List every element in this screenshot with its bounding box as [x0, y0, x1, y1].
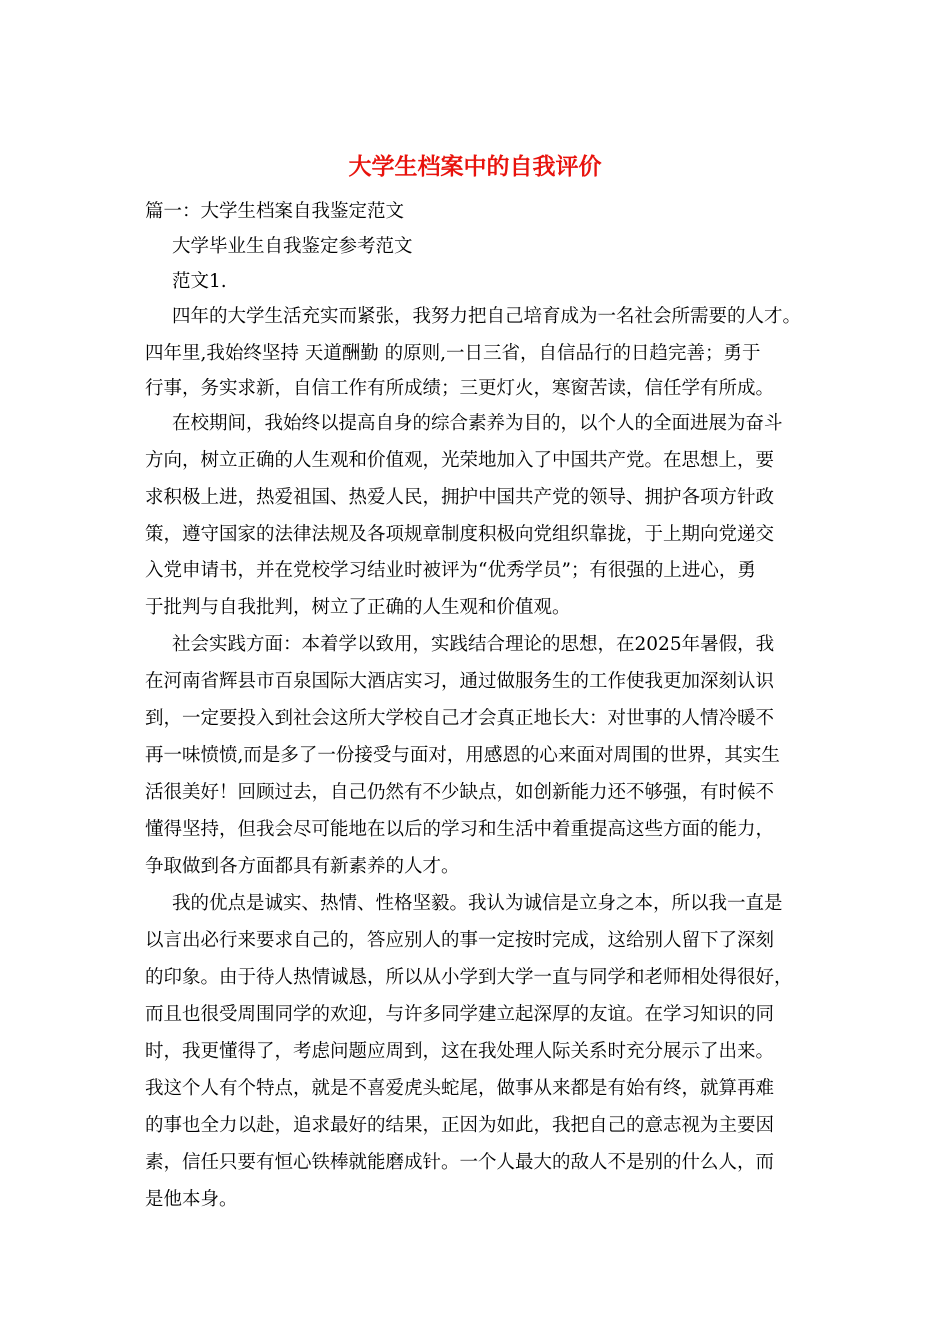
text-line: 是他本身。 [145, 1189, 238, 1210]
text-line: 我的优点是诚实、热情、性格坚毅。我认为诚信是立身之本，所以我一直是 [172, 893, 783, 914]
text-line: 四年里,我始终坚持 天道酬勤 的原则,一日三省，自信品行的日趋完善；勇于 [145, 343, 761, 364]
text-line: 素，信任只要有恒心铁棒就能磨成针。一个人最大的敌人不是别的什么人，而 [145, 1152, 775, 1173]
document-title: 大学生档案中的自我评价 [348, 153, 602, 180]
text-line: 于批判与自我批判，树立了正确的人生观和价值观。 [145, 597, 571, 618]
text-line: 行事，务实求新，自信工作有所成绩；三更灯火，寒窗苦读，信任学有所成。 [145, 378, 775, 399]
text-line: 时，我更懂得了，考虑问题应周到，这在我处理人际关系时充分展示了出来。 [145, 1041, 775, 1062]
text-line: 的事也全力以赴，追求最好的结果，正因为如此，我把自己的意志视为主要因 [145, 1115, 775, 1136]
text-line: 的印象。由于待人热情诚恳，所以从小学到大学一直与同学和老师相处得很好， [145, 967, 793, 988]
text-line: 求积极上进，热爱祖国、热爱人民，拥护中国共产党的领导、拥护各项方针政 [145, 487, 775, 508]
text-line: 策，遵守国家的法律法规及各项规章制度积极向党组织靠拢，于上期向党递交 [145, 524, 775, 545]
text-line: 到，一定要投入到社会这所大学校自己才会真正地长大：对世事的人情冷暖不 [145, 708, 775, 729]
text-line: 再一味愤愤,而是多了一份接受与面对，用感恩的心来面对周围的世界，其实生 [145, 745, 780, 766]
text-line: 以言出必行来要求自己的，答应别人的事一定按时完成，这给别人留下了深刻 [145, 930, 775, 951]
text-line: 而且也很受周围同学的欢迎，与许多同学建立起深厚的友谊。在学习知识的同 [145, 1004, 775, 1025]
section-heading: 篇一：大学生档案自我鉴定范文 [145, 201, 405, 222]
sample-label: 范文1. [172, 271, 227, 292]
text-line: 活很美好！回顾过去，自己仍然有不少缺点，如创新能力还不够强，有时候不 [145, 782, 775, 803]
text-line: 社会实践方面：本着学以致用，实践结合理论的思想，在2025年暑假，我 [172, 634, 775, 655]
text-line: 在校期间，我始终以提高自身的综合素养为目的，以个人的全面进展为奋斗 [172, 413, 783, 434]
subheading: 大学毕业生自我鉴定参考范文 [172, 236, 413, 257]
text-line: 方向，树立正确的人生观和价值观，光荣地加入了中国共产党。在思想上，要 [145, 450, 775, 471]
text-line: 懂得坚持，但我会尽可能地在以后的学习和生活中着重提高这些方面的能力， [145, 819, 775, 840]
text-line: 我这个人有个特点，就是不喜爱虎头蛇尾，做事从来都是有始有终，就算再难 [145, 1078, 775, 1099]
text-line: 在河南省辉县市百泉国际大酒店实习，通过做服务生的工作使我更加深刻认识 [145, 671, 775, 692]
text-line: 争取做到各方面都具有新素养的人才。 [145, 856, 460, 877]
text-line: 入党申请书，并在党校学习结业时被评为“优秀学员”；有很强的上进心，勇 [145, 560, 756, 581]
text-line: 四年的大学生活充实而紧张，我努力把自己培育成为一名社会所需要的人才。 [172, 306, 802, 327]
